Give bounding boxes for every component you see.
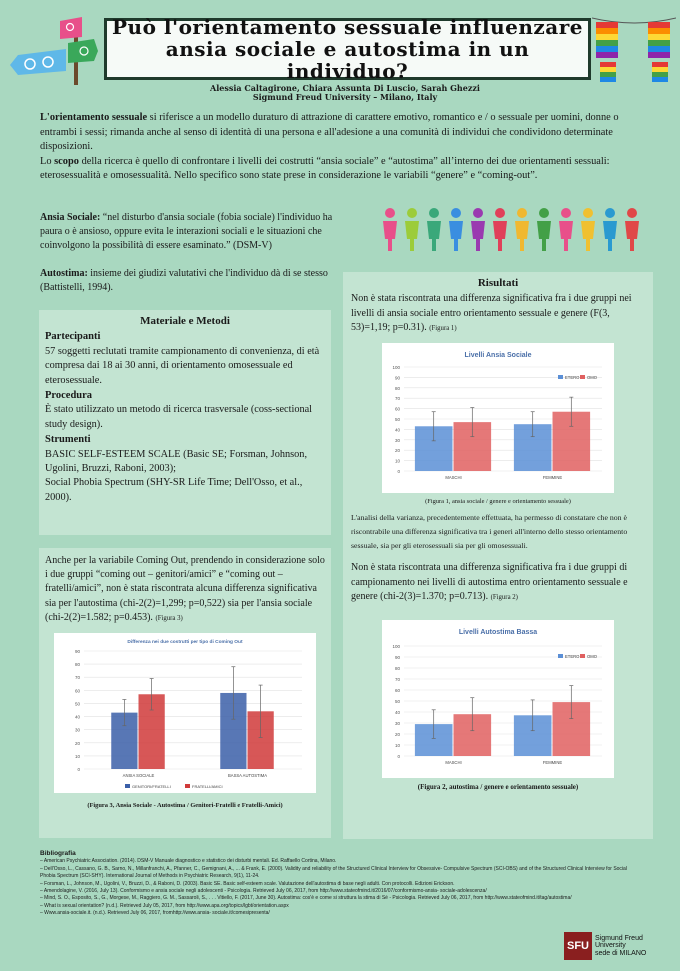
person-head bbox=[495, 208, 505, 218]
y-tick-label: 10 bbox=[394, 743, 400, 749]
fig1-caption: (Figura 1, ansia sociale / genere e orientamento sessuale) bbox=[425, 498, 571, 506]
comingout-text: Anche per la variabile Coming Out, prendendo in considerazione solo i due gruppi “coming out – genitori/amici” e “coming out – fratelli/amici”, non è stata riscontrata alcuna differenza significativa sia per l'autostima (chi-2(2)=1,299; p=0,522) sia per l'ansia sociale (chi-2(2)=1.582; p=0.453). bbox=[45, 555, 325, 623]
methods-heading: Materiale e Metodi bbox=[140, 315, 230, 327]
bibliography-item: – Forsman, L., Johnson, M., Ugolini, V., Bruzzi, D., & Raboni, D. (2003). Basic SE. Basic self-esteem scale. Valutazione dell'autostima di base negli adulti. Con protocolli. Edizioni Erickson. bbox=[40, 880, 455, 887]
anova-text: L'analisi della varianza, precedentemente effettuata, ha permesso di constatare che non è riscontrabile una differenza significativa tra i generi all'interno dello stesso orientamento sessuale, sia per gli eterosessuali sia per gli omosessuali. bbox=[351, 513, 628, 551]
university: Sigmund Freud University – Milano, Italy bbox=[252, 92, 438, 102]
strumenti-heading: Strumenti bbox=[45, 434, 91, 446]
chart-coming-out bbox=[54, 633, 316, 793]
partecipanti-heading: Partecipanti bbox=[45, 331, 101, 343]
people-icon bbox=[380, 205, 655, 255]
person-head bbox=[605, 208, 615, 218]
y-tick-label: 0 bbox=[397, 754, 400, 760]
chart-ansia-sociale bbox=[382, 343, 614, 493]
y-tick-label: 60 bbox=[74, 688, 80, 694]
person-head bbox=[539, 208, 549, 218]
autostima-text: insieme dei giudizi valutativi che l'individuo dà di se stesso (Battistelli, 1994). bbox=[40, 268, 328, 293]
legend-label: OMO bbox=[587, 375, 598, 381]
results-heading: Risultati bbox=[477, 277, 519, 289]
partecipanti-text: 57 soggetti reclutati tramite campionamento di convenienza, di età compresa dai 18 ai 30 anni, di orientamento omosessuale ed eterosessuale. bbox=[45, 345, 320, 386]
person-head bbox=[407, 208, 417, 218]
person-body bbox=[493, 221, 507, 251]
y-tick-label: 30 bbox=[74, 727, 80, 733]
rainbow-flag-icon bbox=[592, 14, 676, 92]
intro-keyword-2: scopo bbox=[54, 155, 79, 167]
definition-autostima bbox=[40, 267, 340, 295]
legend-label: OMO bbox=[587, 654, 598, 660]
bibliography-item: – Www.ansia-sociale.it. (n.d.). Retrieved July 06, 2017, fromhttp://www.ansia- sociale.it/comesipresenta/ bbox=[40, 910, 270, 917]
results-panel bbox=[343, 272, 653, 839]
definition-ansia bbox=[40, 211, 340, 253]
results-text-2-block bbox=[351, 561, 645, 604]
title-line-1: Può l'orientamento sessuale influenzare bbox=[111, 15, 584, 39]
y-tick-label: 20 bbox=[394, 732, 400, 738]
person-head bbox=[473, 208, 483, 218]
comingout-text-block bbox=[45, 554, 325, 625]
results-text-2: Non è stata riscontrata una differenza significativa fra i due gruppi di campionamento nei livelli di autostima entro orientamento sessuale e genere (chi-2(3)=1.370; p=0.713). bbox=[351, 562, 628, 603]
bibliography-item: – American Psychiatric Association. (2014). DSM-V Manuale diagnostico e statistico dei disturbi mentali. Ed. Raffaello Cortina, Milano. bbox=[40, 858, 337, 865]
fig3-ref: (Figura 3) bbox=[155, 614, 183, 622]
person-body bbox=[559, 221, 573, 251]
authors: Alessia Caltagirone, Chiara Assunta Di Luscio, Sarah Ghezzi bbox=[210, 83, 480, 93]
person-body bbox=[449, 221, 463, 251]
university-logo bbox=[564, 930, 676, 962]
y-tick-label: 0 bbox=[77, 767, 80, 773]
y-tick-label: 90 bbox=[394, 655, 400, 661]
y-tick-label: 90 bbox=[74, 649, 80, 655]
title-line-2: ansia sociale e autostima in un individuo? bbox=[165, 37, 530, 83]
y-tick-label: 70 bbox=[74, 675, 80, 681]
intro-paragraph-2 bbox=[40, 155, 652, 184]
procedura-heading: Procedura bbox=[45, 390, 93, 402]
fig2-caption: (Figura 2, autostima / genere e orientamento sessuale) bbox=[417, 783, 579, 792]
chart-title: Livelli Autostima Bassa bbox=[458, 629, 538, 637]
chart-title: Differenza nei due costrutti per tipo di Coming Out bbox=[127, 640, 243, 646]
person-head bbox=[429, 208, 439, 218]
person-body bbox=[405, 221, 419, 251]
legend-swatch bbox=[580, 654, 585, 658]
y-tick-label: 30 bbox=[394, 437, 400, 443]
chart-2-container bbox=[382, 620, 614, 778]
person-body bbox=[515, 221, 529, 251]
intro-pre: Lo bbox=[40, 155, 55, 167]
y-tick-label: 40 bbox=[394, 427, 400, 433]
people-illustration bbox=[380, 205, 655, 255]
person-head bbox=[451, 208, 461, 218]
y-tick-label: 70 bbox=[394, 677, 400, 683]
fig3-caption: (Figura 3, Ansia Sociale - Autostima / Genitori-Fratelli e Fratelli-Amici) bbox=[87, 802, 283, 810]
bibliography-item: – Amendolagine, V. (2016, July 13). Conformismo e ansia sociale negli adolescenti - Psicologia. Retrieved July 06, 2017, from http://www.stateofmind.it/2016/07/conformismo-ansia- sociale-adolescenza/ bbox=[40, 888, 487, 895]
y-tick-label: 100 bbox=[392, 644, 400, 650]
y-tick-label: 70 bbox=[394, 396, 400, 402]
bibliography-heading: Bibliografia bbox=[40, 850, 76, 857]
person-body bbox=[471, 221, 485, 251]
ansia-label: Ansia Sociale: bbox=[40, 212, 101, 223]
rainbow-flags-decoration bbox=[592, 14, 676, 92]
person-head bbox=[627, 208, 637, 218]
logo-line-2: University bbox=[595, 942, 626, 950]
intro-text-2: della ricerca è quello di confrontare i livelli dei costrutti “ansia sociale” e “autostima” all’interno dei due orientamenti sessuali: eterosessualità e omosessualità. Nello specifico sono state prese in considerazione le variabili “genere” e “coming-out”. bbox=[40, 155, 610, 182]
legend-swatch bbox=[185, 784, 190, 788]
person-body bbox=[537, 221, 551, 251]
y-tick-label: 100 bbox=[392, 365, 400, 371]
poster-title bbox=[104, 15, 591, 83]
y-tick-label: 80 bbox=[74, 662, 80, 668]
ansia-text: “nel disturbo d'ansia sociale (fobia sociale) l'individuo ha paura o è ansioso, oppure evita le interazioni sociali e le situazioni che coinvolgono la possibilità di essere esaminato.” (DSM-V) bbox=[40, 212, 333, 251]
intro-paragraph-1 bbox=[40, 111, 652, 155]
y-tick-label: 50 bbox=[74, 701, 80, 707]
person-body bbox=[581, 221, 595, 251]
autostima-label: Autostima: bbox=[40, 268, 88, 279]
person-body bbox=[427, 221, 441, 251]
chart-3-container bbox=[54, 633, 316, 793]
legend-swatch bbox=[580, 375, 585, 379]
bibliography-item: – What is sexual orientation? (n.d.). Retrieved July 05, 2017, from http://www.apa.org/topics/lgbt/orientation.aspx bbox=[40, 902, 289, 909]
y-tick-label: 90 bbox=[394, 375, 400, 381]
x-tick-label: FEMMINE bbox=[542, 475, 563, 481]
y-tick-label: 50 bbox=[394, 417, 400, 423]
y-tick-label: 80 bbox=[394, 666, 400, 672]
person-head bbox=[385, 208, 395, 218]
y-tick-label: 30 bbox=[394, 721, 400, 727]
y-tick-label: 60 bbox=[394, 406, 400, 412]
person-body bbox=[625, 221, 639, 251]
y-tick-label: 40 bbox=[74, 714, 80, 720]
y-tick-label: 60 bbox=[394, 688, 400, 694]
y-tick-label: 10 bbox=[74, 753, 80, 759]
legend-label: ETERO bbox=[565, 654, 580, 660]
y-tick-label: 20 bbox=[394, 448, 400, 454]
person-head bbox=[517, 208, 527, 218]
legend-label: ETERO bbox=[565, 375, 580, 381]
x-tick-label: BASSA AUTOSTIMA bbox=[227, 773, 268, 779]
legend-swatch bbox=[125, 784, 130, 788]
results-text-1: Non è stata riscontrata una differenza significativa fra i due gruppi nei livelli di ansia sociale entro orientamento sessuale e genere (F(3, 53)=1,19; p=0.31). bbox=[351, 293, 632, 333]
sfu-logo-text bbox=[595, 935, 646, 958]
intro-text-1: si riferisce a un modello duraturo di attrazione di carattere emotivo, romantico e / o sessuale per uomini, donne o entrambi i sessi; rimanda anche al senso di identità di una persona e all'adesione a una comunità di individui che condividono determinate disposizioni. bbox=[40, 112, 619, 153]
legend-swatch bbox=[558, 375, 563, 379]
chart-autostima bbox=[382, 620, 614, 778]
legend-label: GENITORI/FRATELLI bbox=[132, 784, 171, 790]
person-body bbox=[383, 221, 397, 251]
y-tick-label: 0 bbox=[397, 469, 400, 475]
gender-signs-decoration bbox=[8, 15, 98, 87]
bibliography-item: – Mind, S. O., Esposito, S., G., Morgese, M., Raggiero, G. M., Sassaroli, S., . . . Vitiello, F. (2017, June 30). Autostima: cos'è e come si struttura la stima di Sé - Psicologia. Retrieved July 06, 2017, from http://www.stateofmind.it/tag/autostima/ bbox=[40, 895, 572, 902]
fig2-ref: (Figura 2) bbox=[490, 594, 518, 602]
sfu-logo-mark: SFU bbox=[564, 932, 592, 960]
chart-title: Livelli Ansia Sociale bbox=[464, 352, 532, 360]
person-head bbox=[561, 208, 571, 218]
authors-block bbox=[180, 84, 510, 102]
y-tick-label: 80 bbox=[394, 385, 400, 391]
legend-label: FRATELLI/AMICI bbox=[192, 784, 223, 790]
fig1-ref: (Figura 1) bbox=[429, 324, 457, 332]
y-tick-label: 20 bbox=[74, 740, 80, 746]
person-body bbox=[603, 221, 617, 251]
x-tick-label: MASCHI bbox=[445, 475, 462, 481]
strumenti-text-2: Social Phobia Spectrum (SHY-SR Life Time; Dell'Osso, et al., 2000). bbox=[45, 477, 303, 503]
strumenti-text-1: BASIC SELF-ESTEEM SCALE (Basic SE; Forsman, Johnson, Ugolini, Bruzzi, Raboni, 2003); bbox=[45, 448, 308, 475]
person-head bbox=[583, 208, 593, 218]
results-text-1-block bbox=[351, 292, 645, 335]
signpost-icon bbox=[8, 15, 98, 87]
intro-keyword: L'orientamento sessuale bbox=[40, 112, 148, 123]
y-tick-label: 40 bbox=[394, 710, 400, 716]
intro-section bbox=[40, 111, 652, 184]
comingout-panel bbox=[39, 548, 331, 838]
bibliography-item: – Dell'Osso, L., Cassano, G. B., Sarno, N., Millanfranchi, A., Pfanner, C., Gemignani, A., ... & Frank, E. (2000). Validity and reliability of the Structured Clinical Interview for Obsessive- Compulsive Spectrum (SCI-OBS) and of the Structured Clinical Interview for Social Phobia Spectrum (SCI-SHY). International Journal of Methods in Psychiatric Research, 9(1), 11-24. bbox=[40, 865, 627, 880]
procedura-text: È stato utilizzato un metodo di ricerca trasversale (coss-sectional study design). bbox=[45, 404, 313, 430]
x-tick-label: MASCHI bbox=[445, 760, 462, 766]
y-tick-label: 10 bbox=[394, 458, 400, 464]
logo-line-3: sede di MILANO bbox=[595, 949, 647, 957]
y-tick-label: 50 bbox=[394, 699, 400, 705]
methods-panel bbox=[39, 310, 331, 535]
legend-swatch bbox=[558, 654, 563, 658]
x-tick-label: ANSIA SOCIALE bbox=[122, 773, 155, 779]
x-tick-label: FEMMINE bbox=[542, 760, 563, 766]
logo-line-1: Sigmund Freud bbox=[595, 934, 643, 942]
chart-1-container bbox=[382, 343, 614, 493]
bibliography bbox=[40, 850, 640, 918]
